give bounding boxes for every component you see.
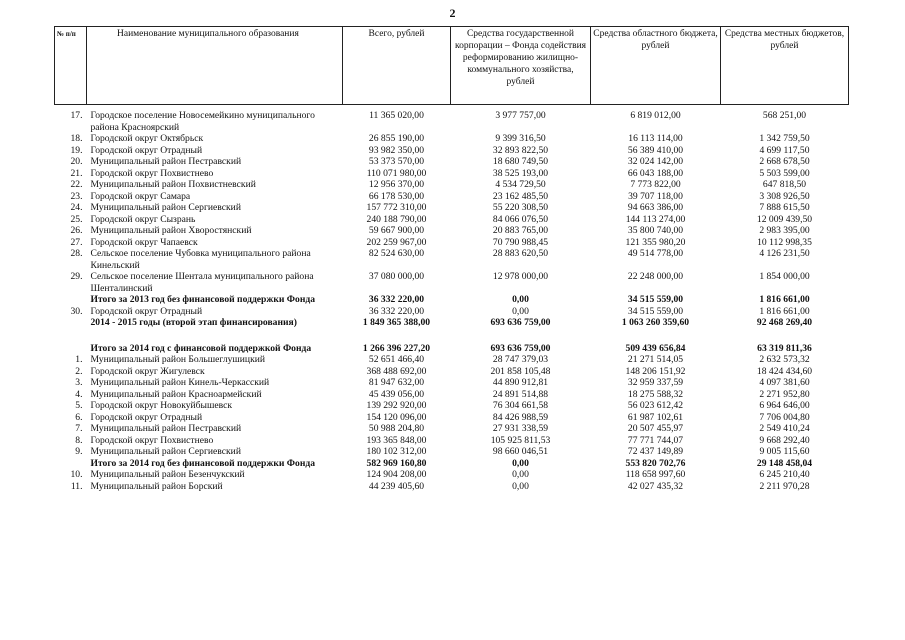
row-regional: 18 275 588,32 <box>627 388 684 400</box>
table-row <box>55 237 849 249</box>
row-total: 154 120 096,00 <box>366 411 427 423</box>
row-number: 10. <box>70 469 83 480</box>
page-number: 2 <box>449 6 456 20</box>
row-fund: 38 525 193,00 <box>492 167 549 179</box>
row-number: 20. <box>70 156 83 167</box>
table-row <box>55 191 849 203</box>
row-local: 92 468 269,40 <box>756 317 813 328</box>
row-total: 124 904 208,00 <box>366 469 427 480</box>
row-local: 9 668 292,40 <box>759 434 810 446</box>
row-local: 63 319 811,36 <box>757 342 812 354</box>
row-number: 3. <box>75 377 83 388</box>
row-fund: 32 893 822,50 <box>492 144 549 156</box>
row-name: Муниципальный район Хворостянский <box>90 225 252 236</box>
row-number: 7. <box>75 423 83 434</box>
row-fund: 0,00 <box>512 480 529 492</box>
table-row <box>55 271 849 294</box>
row-total: 157 772 310,00 <box>366 202 427 213</box>
row-fund: 44 890 912,81 <box>492 377 549 388</box>
table-row <box>55 133 849 145</box>
funding-table <box>54 26 849 492</box>
row-local: 10 112 998,35 <box>757 236 812 248</box>
row-local: 4 097 381,60 <box>759 377 810 388</box>
row-number: 21. <box>70 167 83 179</box>
row-local: 1 342 759,50 <box>759 133 810 144</box>
table-row <box>55 317 849 329</box>
spacer-cell <box>55 329 849 343</box>
row-fund: 24 891 514,88 <box>492 388 549 400</box>
row-total: 66 178 530,00 <box>368 190 425 202</box>
row-total: 110 071 980,00 <box>366 167 427 179</box>
table-row <box>55 481 849 493</box>
row-total: 44 239 405,60 <box>368 480 425 492</box>
row-name: Сельское поселение Чубовка муниципального района Кинельский <box>90 248 311 271</box>
row-fund: 27 931 338,59 <box>492 423 549 434</box>
row-total: 180 102 312,00 <box>366 446 427 457</box>
row-name: Муниципальный район Борский <box>90 480 223 492</box>
row-regional: 34 515 559,00 <box>627 305 684 317</box>
row-total: 59 667 900,00 <box>368 225 425 236</box>
header-no: № п/п <box>55 27 87 105</box>
row-regional: 121 355 980,20 <box>625 236 686 248</box>
table-row <box>55 377 849 389</box>
table-row <box>55 458 849 470</box>
row-name: Муниципальный район Сергиевский <box>90 446 241 457</box>
row-regional: 56 389 410,00 <box>627 144 684 156</box>
row-fund: 28 883 620,50 <box>492 248 549 259</box>
row-fund: 9 399 316,50 <box>495 133 546 144</box>
row-local: 4 126 231,50 <box>759 248 810 259</box>
row-name: Городской округ Жигулевск <box>90 365 205 377</box>
row-regional: 16 113 114,00 <box>628 133 683 144</box>
row-regional: 72 437 149,89 <box>627 446 684 457</box>
row-fund: 23 162 485,50 <box>492 190 549 202</box>
row-local: 647 818,50 <box>762 179 807 190</box>
row-total: 240 188 790,00 <box>366 213 427 225</box>
table-row <box>55 225 849 237</box>
row-name: Муниципальный район Пестравский <box>90 423 242 434</box>
table-row <box>55 294 849 306</box>
row-number <box>55 458 87 470</box>
row-number <box>55 317 87 329</box>
table-row <box>55 214 849 226</box>
row-number: 19. <box>70 144 83 156</box>
row-fund: 12 978 000,00 <box>492 271 549 282</box>
row-regional: 39 707 118,00 <box>628 190 683 202</box>
row-local: 6 245 210,40 <box>759 469 810 480</box>
row-local: 6 964 646,00 <box>759 400 810 411</box>
row-number: 6. <box>75 411 83 423</box>
row-local: 5 503 599,00 <box>759 167 810 179</box>
row-number: 24. <box>70 202 83 213</box>
row-regional: 56 023 612,42 <box>627 400 684 411</box>
row-regional: 509 439 656,84 <box>625 342 686 354</box>
row-number: 27. <box>70 236 83 248</box>
row-total: 81 947 632,00 <box>368 377 425 388</box>
row-regional: 7 773 822,00 <box>630 179 681 190</box>
row-local: 568 251,00 <box>762 110 807 121</box>
row-total: 50 988 204,80 <box>368 423 425 434</box>
table-row <box>55 156 849 168</box>
row-total: 93 982 350,00 <box>368 144 425 156</box>
row-fund: 18 680 749,50 <box>492 156 549 167</box>
row-name: Муниципальный район Большеглушицкий <box>90 354 265 365</box>
row-total: 193 365 848,00 <box>366 434 427 446</box>
row-name: Городской округ Новокуйбышевск <box>90 400 233 411</box>
table-row <box>55 105 849 134</box>
row-fund: 55 220 308,50 <box>492 202 549 213</box>
row-local: 7 888 615,50 <box>759 202 810 213</box>
table-row <box>55 248 849 271</box>
row-name: Итого за 2013 год без финансовой поддержки Фонда <box>90 294 316 305</box>
table-row <box>55 446 849 458</box>
row-name: Муниципальный район Кинель-Черкасский <box>90 377 270 388</box>
row-number: 25. <box>70 213 83 225</box>
row-name: Муниципальный район Безенчукский <box>90 469 245 480</box>
spacer-row <box>55 329 849 343</box>
row-number <box>55 294 87 306</box>
row-local: 2 632 573,32 <box>759 354 810 365</box>
row-regional: 61 987 102,61 <box>627 411 684 423</box>
table-row <box>55 354 849 366</box>
row-regional: 94 663 386,00 <box>627 202 684 213</box>
header-total: Всего, рублей <box>343 27 451 105</box>
table-row <box>55 168 849 180</box>
row-regional: 148 206 151,92 <box>625 365 686 377</box>
row-number: 9. <box>75 446 83 457</box>
row-name: Итого за 2014 год с финансовой поддержкой Фонда <box>90 342 312 354</box>
row-fund: 70 790 988,45 <box>492 236 549 248</box>
row-fund: 0,00 <box>512 294 529 305</box>
row-regional: 6 819 012,00 <box>630 110 681 121</box>
row-local: 2 271 952,80 <box>759 388 810 400</box>
row-regional: 118 658 997,60 <box>625 469 686 480</box>
row-name: Городской округ Отрадный <box>90 411 203 423</box>
table-body <box>55 105 849 493</box>
table-row <box>55 366 849 378</box>
row-regional: 22 248 000,00 <box>627 271 684 282</box>
row-name: Городское поселение Новосемейкино муниципального района Красноярский <box>90 110 315 133</box>
row-name: Муниципальный район Красноармейский <box>90 388 262 400</box>
table-row <box>55 469 849 481</box>
row-name: Муниципальный район Пестравский <box>90 156 242 167</box>
row-number: 4. <box>75 388 83 400</box>
row-local: 2 211 970,28 <box>759 480 810 492</box>
row-total: 11 365 020,00 <box>369 110 424 121</box>
row-name: Муниципальный район Сергиевский <box>90 202 241 213</box>
row-total: 12 956 370,00 <box>368 179 425 190</box>
row-name: 2014 - 2015 годы (второй этап финансирования) <box>90 317 297 328</box>
row-fund: 28 747 379,03 <box>492 354 549 365</box>
header-fund: Средства государственной корпорации – Фонда содействия реформированию жилищно-коммунального хозяйства, рублей <box>451 27 591 105</box>
row-name: Городской округ Похвистнево <box>90 167 214 179</box>
row-regional: 35 800 740,00 <box>627 225 684 236</box>
row-regional: 77 771 744,07 <box>627 434 684 446</box>
table-header-row <box>55 27 849 105</box>
row-number: 23. <box>70 190 83 202</box>
row-name: Сельское поселение Шентала муниципального района Шенталинский <box>90 271 314 294</box>
row-number: 30. <box>70 305 83 317</box>
row-regional: 66 043 188,00 <box>627 167 684 179</box>
header-name: Наименование муниципального образования <box>87 27 343 105</box>
row-number: 8. <box>75 434 83 446</box>
row-number: 5. <box>75 400 83 411</box>
table-row <box>55 145 849 157</box>
row-name: Итого за 2014 год без финансовой поддержки Фонда <box>90 457 316 469</box>
row-fund: 105 925 811,53 <box>490 434 551 446</box>
row-name: Городской округ Чапаевск <box>90 236 198 248</box>
row-local: 9 005 115,60 <box>759 446 810 457</box>
row-fund: 201 858 105,48 <box>490 365 551 377</box>
row-total: 37 080 000,00 <box>368 271 425 282</box>
row-fund: 98 660 046,51 <box>492 446 549 457</box>
row-total: 1 266 396 227,20 <box>362 342 431 354</box>
row-fund: 84 066 076,50 <box>492 213 549 225</box>
row-local: 29 148 458,04 <box>756 457 813 469</box>
row-fund: 693 636 759,00 <box>490 317 551 328</box>
row-total: 582 969 160,80 <box>366 457 427 469</box>
row-local: 12 009 439,50 <box>756 213 813 225</box>
row-local: 1 816 661,00 <box>759 305 810 317</box>
table-row <box>55 202 849 214</box>
row-local: 18 424 434,60 <box>756 365 813 377</box>
row-number: 22. <box>70 179 83 190</box>
table-row <box>55 400 849 412</box>
row-regional: 21 271 514,05 <box>627 354 684 365</box>
row-number: 28. <box>70 248 83 259</box>
row-total: 1 849 365 388,00 <box>362 317 431 328</box>
row-fund: 0,00 <box>512 305 529 317</box>
table-row <box>55 389 849 401</box>
row-fund: 4 534 729,50 <box>495 179 546 190</box>
row-local: 7 706 004,80 <box>759 411 810 423</box>
row-local: 4 699 117,50 <box>759 144 810 156</box>
row-total: 202 259 967,00 <box>366 236 427 248</box>
row-name: Городской округ Отрадный <box>90 144 203 156</box>
row-local: 2 549 410,24 <box>759 423 810 434</box>
row-total: 139 292 920,00 <box>366 400 427 411</box>
row-regional: 144 113 274,00 <box>625 213 686 225</box>
row-total: 368 488 692,00 <box>366 365 427 377</box>
row-local: 1 816 661,00 <box>759 294 810 305</box>
row-regional: 1 063 260 359,60 <box>621 317 690 328</box>
row-total: 36 332 220,00 <box>368 305 425 317</box>
row-total: 26 855 190,00 <box>368 133 425 144</box>
table-row <box>55 343 849 355</box>
row-fund: 3 977 757,00 <box>495 110 546 121</box>
row-number: 18. <box>70 133 83 144</box>
row-total: 45 439 056,00 <box>368 388 425 400</box>
row-local: 3 308 926,50 <box>759 190 810 202</box>
row-local: 1 854 000,00 <box>759 271 810 282</box>
row-regional: 49 514 778,00 <box>627 248 684 259</box>
row-total: 82 524 630,00 <box>368 248 425 259</box>
row-name: Городской округ Самара <box>90 190 191 202</box>
table-row <box>55 179 849 191</box>
row-regional: 32 959 337,59 <box>627 377 684 388</box>
row-local: 2 983 395,00 <box>759 225 810 236</box>
row-fund: 0,00 <box>512 457 529 469</box>
row-local: 2 668 678,50 <box>759 156 810 167</box>
row-number: 1. <box>75 354 83 365</box>
row-fund: 20 883 765,00 <box>492 225 549 236</box>
row-total: 52 651 466,40 <box>368 354 425 365</box>
row-fund: 693 636 759,00 <box>490 342 551 354</box>
row-number: 2. <box>75 365 83 377</box>
header-local: Средства местных бюджетов, рублей <box>721 27 849 105</box>
row-total: 36 332 220,00 <box>368 294 425 305</box>
row-regional: 553 820 702,76 <box>625 457 686 469</box>
row-fund: 84 426 988,59 <box>492 411 549 423</box>
row-name: Городской округ Сызрань <box>90 213 196 225</box>
table-row <box>55 435 849 447</box>
header-regional: Средства областного бюджета, рублей <box>591 27 721 105</box>
row-regional: 42 027 435,32 <box>627 480 684 492</box>
table-row <box>55 306 849 318</box>
row-number: 29. <box>70 271 83 282</box>
row-number: 11. <box>70 480 83 492</box>
row-number <box>55 343 87 355</box>
row-fund: 0,00 <box>512 469 529 480</box>
row-regional: 20 507 455,97 <box>627 423 684 434</box>
row-regional: 32 024 142,00 <box>627 156 684 167</box>
row-name: Городской округ Похвистнево <box>90 434 214 446</box>
table-row <box>55 423 849 435</box>
row-regional: 34 515 559,00 <box>627 294 684 305</box>
row-name: Муниципальный район Похвистневский <box>90 179 256 190</box>
table-row <box>55 412 849 424</box>
row-name: Городской округ Октябрьск <box>90 133 204 144</box>
row-number: 17. <box>70 110 83 121</box>
row-fund: 76 304 661,58 <box>492 400 549 411</box>
row-name: Городской округ Отрадный <box>90 305 203 317</box>
row-total: 53 373 570,00 <box>368 156 425 167</box>
row-number: 26. <box>70 225 83 236</box>
